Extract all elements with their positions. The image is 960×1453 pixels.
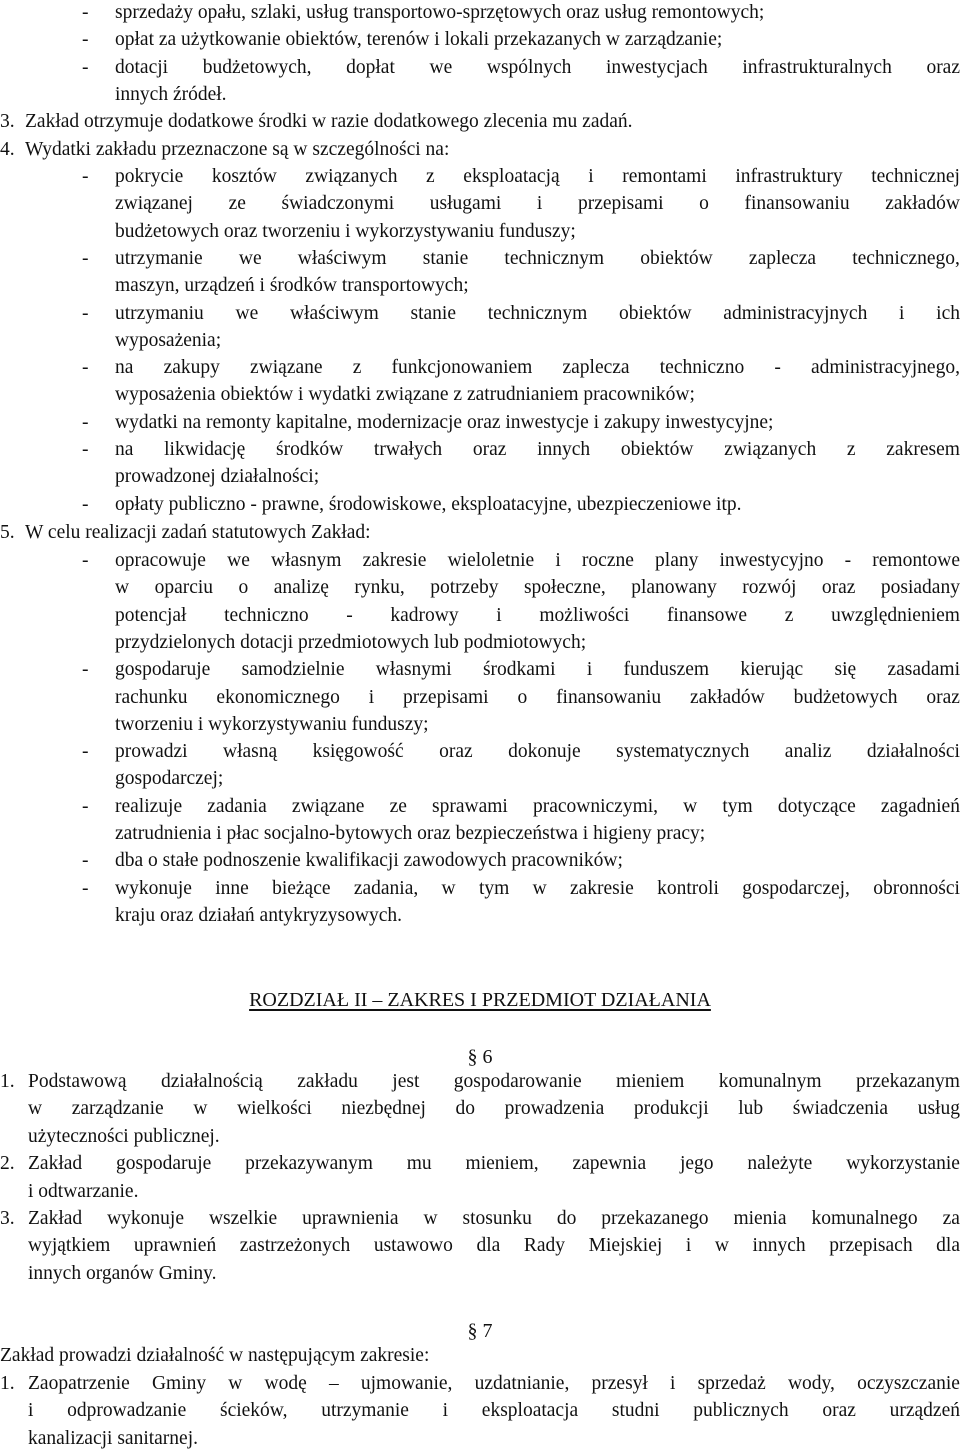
list-dash: - xyxy=(82,877,89,899)
point-number: 1. xyxy=(0,1373,15,1394)
list-item-text: innych źródeł. xyxy=(115,84,227,105)
list-item-text: wyposażenia obiektów i wydatki związane z zatrudnianiem pracowników; xyxy=(115,384,695,406)
point-text: Zaopatrzenie Gminy w wodę – ujmowanie, uzdatnianie, przesył i sprzedaż wody, oczyszczanie xyxy=(28,1373,960,1394)
list-item-text: gospodarczej; xyxy=(115,768,224,790)
list-item-text: wydatki na remonty kapitalne, modernizacje oraz inwestycje i zakupy inwestycyjne; xyxy=(115,411,774,433)
list-item-text: opłat za użytkowanie obiektów, terenów i lokali przekazanych w zarządzanie; xyxy=(115,29,723,50)
list-item-text: prowadzi własną księgowość oraz dokonuje systematycznych analiz działalności xyxy=(115,741,960,763)
list-dash: - xyxy=(82,850,89,872)
list-item-text: przydzielonych dotacji przedmiotowych lub podmiotowych; xyxy=(115,631,587,653)
list-item-text: maszyn, urządzeń i środków transportowych; xyxy=(115,275,469,297)
list-dash: - xyxy=(82,795,89,817)
list-item-text: realizuje zadania związane ze sprawami pracowniczymi, w tym dotyczące zagadnień xyxy=(115,795,960,817)
list-item-text: potencjał techniczno - kadrowy i możliwości finansowe z uwzględnieniem xyxy=(115,604,960,626)
list-item-text: związanej ze świadczonymi usługami i przepisami o finansowaniu zakładów xyxy=(115,193,960,215)
point-text: w zarządzanie w wielkości niezbędnej do prowadzenia produkcji lub świadczenia usług xyxy=(28,1098,960,1120)
list-item-text: w oparciu o analizę rynku, potrzeby społeczne, planowany rozwój oraz posiadany xyxy=(115,577,960,599)
point-number: 3. xyxy=(0,111,15,132)
list-item-text: dba o stałe podnoszenie kwalifikacji zawodowych pracowników; xyxy=(115,850,623,872)
point-text: i odprowadzanie ścieków, utrzymanie i eksploatacja studni publicznych oraz urządzeń xyxy=(28,1400,960,1422)
list-dash: - xyxy=(82,29,89,50)
paragraph-7-label: § 7 xyxy=(467,1320,493,1342)
point-number: 2. xyxy=(0,1153,15,1175)
list-item-text: opłaty publiczno - prawne, środowiskowe, eksploatacyjne, ubezpieczeniowe itp. xyxy=(115,493,742,515)
point-number: 1. xyxy=(0,1071,15,1092)
list-item-text: dotacji budżetowych, dopłat we wspólnych inwestycjach infrastrukturalnych oraz xyxy=(115,57,960,78)
list-dash: - xyxy=(82,166,89,187)
point-text: Zakład otrzymuje dodatkowe środki w razie dodatkowego zlecenia mu zadań. xyxy=(25,111,633,132)
point-text: i odtwarzanie. xyxy=(28,1180,139,1202)
point-text: użyteczności publicznej. xyxy=(28,1125,220,1147)
point-text: innych organów Gminy. xyxy=(28,1262,217,1284)
list-item-text: tworzeniu i wykorzystywaniu funduszy; xyxy=(115,713,429,735)
point-text: Zakład wykonuje wszelkie uprawnienia w stosunku do przekazanego mienia komunalnego za xyxy=(28,1208,960,1229)
point-number: 5. xyxy=(0,522,15,543)
list-item-text: sprzedaży opału, szlaki, usług transportowo-sprzętowych oraz usług remontowych; xyxy=(115,2,765,23)
point-text: Podstawową działalnością zakładu jest gospodarowanie mieniem komunalnym przekazanym xyxy=(28,1071,960,1092)
point-number: 4. xyxy=(0,139,15,160)
list-item-text: gospodaruje samodzielnie własnymi środkami i funduszem kierując się zasadami xyxy=(115,659,960,681)
point-text: Zakład gospodaruje przekazywanym mu mieniem, zapewnia jego należyte wykorzystanie xyxy=(28,1153,960,1175)
list-dash: - xyxy=(82,659,89,681)
chapter-heading: ROZDZIAŁ II – ZAKRES I PRZEDMIOT DZIAŁANIA xyxy=(249,989,711,1011)
list-item-text: rachunku ekonomicznego i przepisami o finansowaniu zakładów budżetowych oraz xyxy=(115,686,960,708)
list-dash: - xyxy=(82,493,89,515)
list-dash: - xyxy=(82,741,89,763)
list-item-text: prowadzonej działalności; xyxy=(115,466,320,488)
paragraph-6-label: § 6 xyxy=(467,1046,493,1068)
list-item-text: zatrudnienia i płac socjalno-bytowych oraz bezpieczeństwa i higieny pracy; xyxy=(115,823,706,844)
list-item-text: opracowuje we własnym zakresie wieloletnie i roczne plany inwestycyjno - remontowe xyxy=(115,550,960,571)
list-dash: - xyxy=(82,550,89,571)
point-text: kanalizacji sanitarnej. xyxy=(28,1427,198,1449)
list-item-text: wyposażenia; xyxy=(115,329,222,351)
point-text: Wydatki zakładu przeznaczone są w szczególności na: xyxy=(25,139,450,160)
list-dash: - xyxy=(82,411,89,433)
list-dash: - xyxy=(82,357,89,379)
list-item-text: kraju oraz działań antykryzysowych. xyxy=(115,904,402,926)
list-dash: - xyxy=(82,439,89,460)
list-item-text: na likwidację środków trwałych oraz innych obiektów związanych z zakresem xyxy=(115,439,960,460)
list-item-text: budżetowych oraz tworzeniu i wykorzystywaniu funduszy; xyxy=(115,220,576,242)
point-text: W celu realizacji zadań statutowych Zakład: xyxy=(25,522,371,543)
list-dash: - xyxy=(82,57,89,78)
list-item-text: na zakupy związane z funkcjonowaniem zaplecza techniczno - administracyjnego, xyxy=(115,357,960,379)
list-item-text: utrzymaniu we właściwym stanie technicznym obiektów administracyjnych i ich xyxy=(115,302,960,324)
paragraph-7-intro: Zakład prowadzi działalność w następującym zakresie: xyxy=(0,1345,430,1366)
point-number: 3. xyxy=(0,1208,15,1229)
list-dash: - xyxy=(82,302,89,324)
list-item-text: utrzymanie we właściwym stanie technicznym obiektów zaplecza technicznego, xyxy=(115,247,960,269)
list-item-text: pokrycie kosztów związanych z eksploatacją i remontami infrastruktury technicznej xyxy=(115,166,960,187)
list-item-text: wykonuje inne bieżące zadania, w tym w zakresie kontroli gospodarczej, obronności xyxy=(115,877,960,899)
point-text: wyjątkiem uprawnień zastrzeżonych ustawowo dla Rady Miejskiej i w innych przepisach dla xyxy=(28,1235,960,1257)
list-dash: - xyxy=(82,2,89,23)
list-dash: - xyxy=(82,247,89,269)
